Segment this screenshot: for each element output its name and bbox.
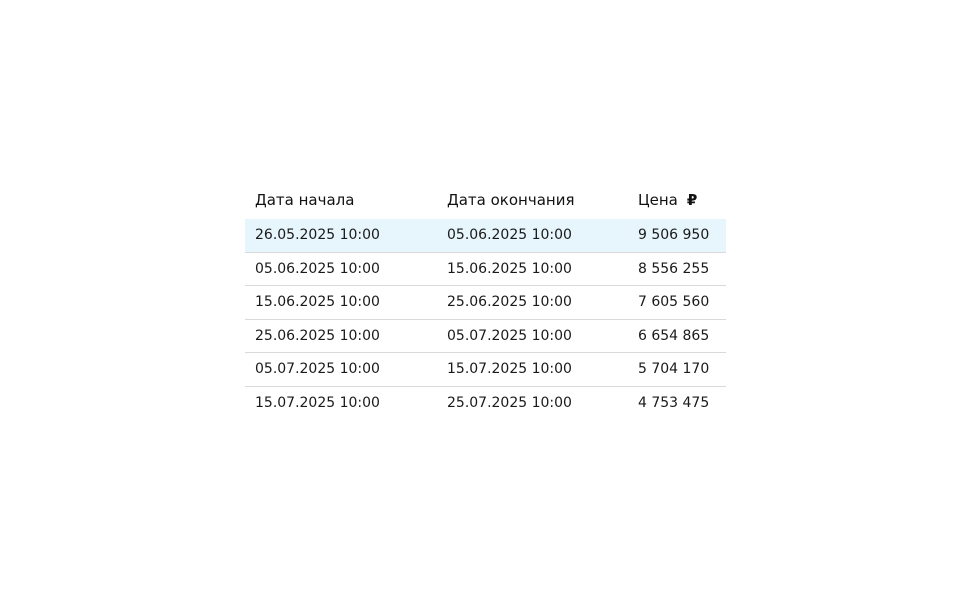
table-row: [245, 353, 726, 387]
table-header: [245, 181, 726, 219]
price-cell: 6 654 865: [638, 327, 710, 344]
price-cell: 5 704 170: [638, 361, 710, 378]
end-date-cell: 25.06.2025 10:00: [447, 294, 572, 311]
price-cell: 9 506 950: [638, 227, 710, 244]
table-row: [245, 286, 726, 320]
header-end-date: Дата окончания: [447, 191, 575, 209]
table-row: [245, 320, 726, 354]
table-row: [245, 387, 726, 421]
price-cell: 8 556 255: [638, 260, 710, 277]
header-price-label: Цена: [638, 191, 678, 209]
start-date-cell: 15.07.2025 10:00: [255, 395, 380, 412]
end-date-cell: 15.06.2025 10:00: [447, 260, 572, 277]
end-date-cell: 05.07.2025 10:00: [447, 327, 572, 344]
end-date-cell: 05.06.2025 10:00: [447, 227, 572, 244]
header-price: [629, 191, 726, 209]
start-date-cell: 05.06.2025 10:00: [255, 260, 380, 277]
start-date-cell: 26.05.2025 10:00: [255, 227, 380, 244]
start-date-cell: 25.06.2025 10:00: [255, 327, 380, 344]
end-date-cell: 25.07.2025 10:00: [447, 395, 572, 412]
table-row: [245, 219, 726, 253]
start-date-cell: 05.07.2025 10:00: [255, 361, 380, 378]
start-date-cell: 15.06.2025 10:00: [255, 294, 380, 311]
ruble-icon: ₽: [686, 191, 698, 209]
header-start-date: Дата начала: [255, 191, 355, 209]
price-cell: 7 605 560: [638, 294, 710, 311]
end-date-cell: 15.07.2025 10:00: [447, 361, 572, 378]
table-row: [245, 253, 726, 287]
price-cell: 4 753 475: [638, 395, 710, 412]
price-schedule-table: [245, 181, 726, 420]
